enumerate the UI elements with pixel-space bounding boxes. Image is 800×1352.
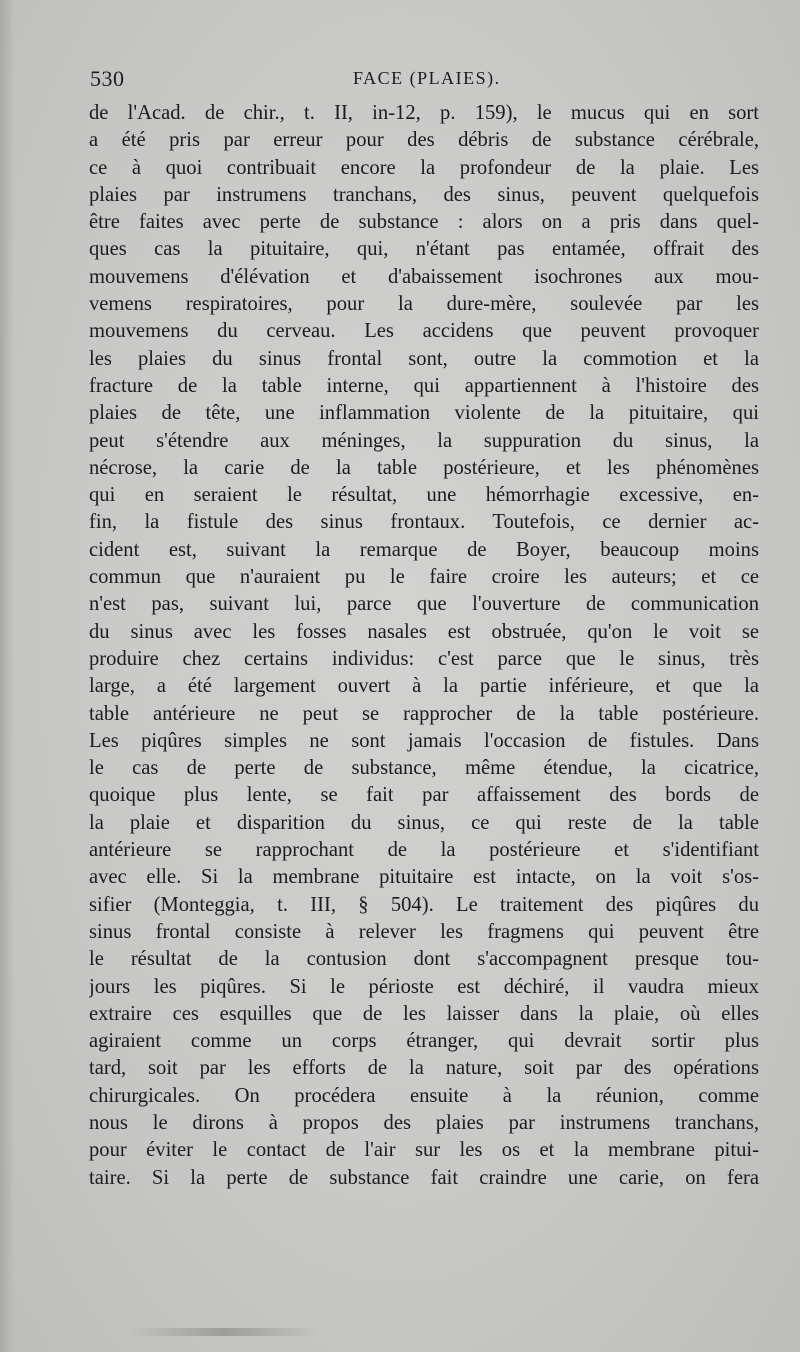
body-text [89,100,759,1192]
text-line: mouvemens du cerveau. Les accidens que peuvent provoquer [89,320,759,343]
text-line: fracture de la table interne, qui appartiennent à l'histoire des [89,374,759,397]
text-line: nous le dirons à propos des plaies par instrumens tranchans, [89,1111,759,1134]
text-line: vemens respiratoires, pour la dure-mère, soulevée par les [89,293,759,316]
text-line: extraire ces esquilles que de les laisser dans la plaie, où elles [89,1002,759,1025]
text-line: le cas de perte de substance, même étendue, la cicatrice, [89,757,759,780]
text-line: être faites avec perte de substance : alors on a pris dans quel- [89,211,759,234]
text-line: plaies par instrumens tranchans, des sinus, peuvent quelquefois [89,183,759,206]
text-line: mouvemens d'élévation et d'abaissement isochrones aux mou- [89,265,759,288]
page-header [90,66,760,98]
text-line: antérieure se rapprochant de la postérieure et s'identifiant [89,839,759,862]
text-line: chirurgicales. On procédera ensuite à la réunion, comme [89,1084,759,1107]
text-line: qui en seraient le résultat, une hémorrhagie excessive, en- [89,484,759,507]
text-line: sifier (Monteggia, t. III, § 504). Le traitement des piqûres du [89,893,759,916]
text-line: plaies de tête, une inflammation violente de la pituitaire, qui [89,402,759,425]
text-line: avec elle. Si la membrane pituitaire est intacte, on la voit s'os- [89,866,759,889]
text-line: fin, la fistule des sinus frontaux. Toutefois, ce dernier ac- [89,511,759,534]
text-line: pour éviter le contact de l'air sur les os et la membrane pitui- [89,1139,759,1162]
text-line: peut s'étendre aux méninges, la suppuration du sinus, la [89,429,759,452]
running-title: FACE (PLAIES). [353,68,501,88]
text-line: table antérieure ne peut se rapprocher de la table postérieure. [89,702,759,725]
text-line: commun que n'auraient pu le faire croire les auteurs; et ce [89,566,759,589]
text-line: les plaies du sinus frontal sont, outre la commotion et la [89,347,759,370]
text-line: ques cas la pituitaire, qui, n'étant pas entamée, offrait des [89,238,759,261]
page-number: 530 [90,66,125,91]
text-line: sinus frontal consiste à relever les fragmens qui peuvent être [89,920,759,943]
text-line: du sinus avec les fosses nasales est obstruée, qu'on le voit se [89,620,759,643]
text-line: le résultat de la contusion dont s'accompagnent presque tou- [89,948,759,971]
text-line: de l'Acad. de chir., t. II, in-12, p. 159), le mucus qui en sort [89,102,759,124]
ink-smudge [130,1328,320,1336]
text-line: agiraient comme un corps étranger, qui devrait sortir plus [89,1030,759,1053]
text-line: la plaie et disparition du sinus, ce qui reste de la table [89,811,759,834]
text-line: jours les piqûres. Si le périoste est déchiré, il vaudra mieux [89,975,759,998]
text-line: produire chez certains individus: c'est parce que le sinus, très [89,647,759,670]
text-line: taire. Si la perte de substance fait craindre une carie, on fera [89,1166,759,1189]
text-line: a été pris par erreur pour des débris de substance cérébrale, [89,129,759,152]
text-line: nécrose, la carie de la table postérieure, et les phénomènes [89,456,759,479]
text-line: n'est pas, suivant lui, parce que l'ouverture de communication [89,593,759,616]
text-line: tard, soit par les efforts de la nature, soit par des opérations [89,1057,759,1080]
text-line: ce à quoi contribuait encore la profondeur de la plaie. Les [89,156,759,179]
text-line: quoique plus lente, se fait par affaissement des bords de [89,784,759,807]
text-line: large, a été largement ouvert à la partie inférieure, et que la [89,675,759,698]
text-line: Les piqûres simples ne sont jamais l'occasion de fistules. Dans [89,729,759,752]
text-line: cident est, suivant la remarque de Boyer, beaucoup moins [89,538,759,561]
page-edge-shadow [0,0,14,1352]
